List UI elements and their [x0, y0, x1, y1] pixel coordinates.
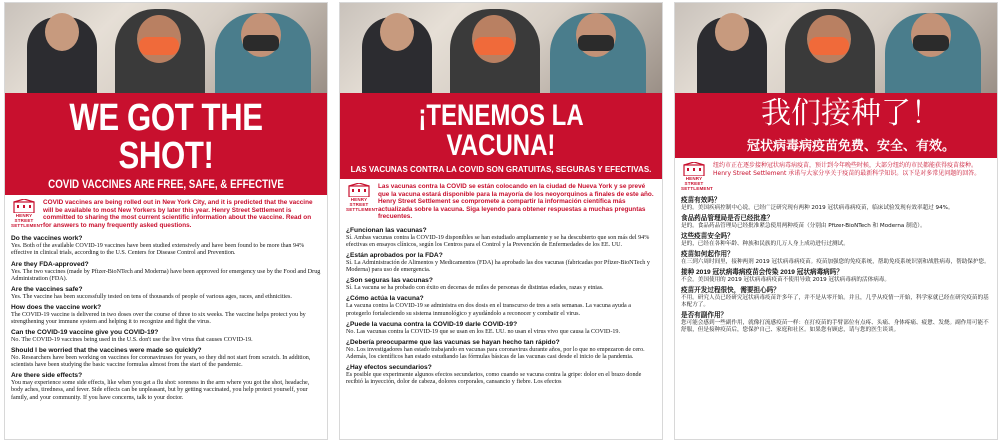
faq-question: ¿Son seguras las vacunas?: [346, 277, 433, 285]
faq-answer: La vacuna contra la COVID-19 se administra en dos dosis en el transcurso de tres a seis semanas. La vacuna ayuda a protegerlo fortaleciendo su sistema inmunológico y ayudándolo a reconocer y combatir el virus.: [346, 303, 631, 317]
faq-question: Can the COVID-19 vaccine give you COVID-19?: [11, 329, 159, 337]
faq-answer: No. Researchers have been working on vaccines for coronaviruses for years, so they did not start from scratch. In addition, scientists have been studying the basic vaccine formulas almost from the start of the pandemic.: [11, 355, 311, 369]
faq-list: [675, 197, 997, 334]
faq-question: 食品药品管理局是否已经批准？: [681, 215, 774, 222]
faq-answer: 是的。食品药品管理局已经批准紧急使用两种疫苗（分别由 Pfizer-BioNTech 和 Moderna 制造）。: [681, 223, 926, 229]
hero-photo: [5, 3, 327, 93]
faq-question: Do the vaccines work?: [11, 235, 83, 243]
subhead: LAS VACUNAS CONTRA LA COVID SON GRATUITAS, SEGURAS Y EFECTIVAS.: [350, 165, 652, 174]
faq-answer: No. Los investigadores han estado trabajando en vacunas para coronavirus durante años, por lo que no empezaron de cero. Además, los científicos han estado estudiando las fórmulas básicas de las vacunas casi desde el inicio de la pandemia.: [346, 346, 645, 360]
headline: 我们接种了！: [761, 96, 941, 131]
henry-street-logo: HENRY STREET SETTLEMENT: [11, 199, 37, 228]
faq-answer: The COVID-19 vaccine is delivered in two doses over the course of three to six weeks. The vaccine helps protect you by strengthening your immune system and helping it to recognize and fight the virus.: [11, 311, 306, 325]
faq-answer: No. The COVID-19 vaccines being used in the U.S. don't use the live virus that causes COVID-19.: [11, 337, 253, 344]
faq-answer: No. Las vacunas contra la COVID-19 que se usan en los EE. UU. no usan el virus vivo que causa la COVID-19.: [346, 328, 620, 335]
faq-answer: 不用。研究人员已经研究冠状病毒疫苗许多年了，并不是从零开始。并且，几乎从疫情一开始，科学家就已经在研究疫苗的基本配方了。: [681, 295, 989, 308]
faq-answer: 在三到六周时间里，接种两剂 2019 冠状病毒病疫苗。疫苗加强您的免疫系统，帮助免疫系统识别和战胜病毒，帮助保护您。: [681, 259, 990, 265]
faq-question: 疫苗有效吗？: [681, 197, 721, 204]
faq-question: How does the vaccine work?: [11, 303, 102, 311]
faq-answer: 是的，已经在各种年龄、种族和民族的几万人身上成功进行过测试。: [681, 241, 849, 247]
faq-answer: Sí. Ambas vacunas contra la COVID-19 disponibles se han estudiado ampliamente y se ha descubierto que son más del 94% efectivas en ensayos clínicos, según los Centros para el Control y la Prevención de Enfermedades de los EE. UU.: [346, 234, 650, 249]
faq-answer: 不会。美国使用的 2019 冠状病毒病疫苗不使用导致 2019 冠状病毒病的活体病毒。: [681, 277, 890, 283]
faq-answer: 您可能会感到一些副作用，就像打流感疫苗一样：在打疫苗的手臂部位有点疼、头痛、身体疼痛、疲惫、发烧。副作用可能不舒服，但是接种疫苗后，您保护自己、家庭和社区。如果您有顾虑，请与您的医生谈谈。: [681, 320, 989, 333]
flyer-english: [4, 2, 328, 440]
faq-question: ¿Debería preocuparme que las vacunas se hayan hecho tan rápido?: [346, 338, 560, 346]
faq-question: 是否有副作用？: [681, 312, 728, 319]
subhead: 冠状病毒病疫苗免费、安全、有效。: [746, 138, 955, 153]
headline-banner: [675, 93, 997, 158]
flyer-spanish: [339, 2, 663, 440]
faq-question: 这些疫苗安全吗？: [681, 233, 734, 240]
faq-question: ¿Están aprobados por la FDA?: [346, 252, 443, 260]
faq-question: ¿Cómo actúa la vacuna?: [346, 295, 424, 303]
faq-answer: You may experience some side effects, like when you get a flu shot: soreness in the arm where you got the shot, headache, body aches, tiredness, and fever. Side effects can be unpleasant, but by getting vaccinated, you help protect yourself, your family, and your community. If you have concerns, talk to your doctor.: [11, 380, 310, 401]
faq-question: 疫苗如何起作用？: [681, 251, 734, 258]
faq-answer: Yes. The vaccine has been successfully tested on tens of thousands of people of various ages, races, and ethnicities.: [11, 293, 292, 300]
faq-answer: Yes. Both of the available COVID-19 vaccines have been studied extensively and have been found to be more than 94% effective in clinical trials, according to the U.S. Centers for Disease Control and Prevention.: [11, 243, 305, 257]
faq-question: Are there side effects?: [11, 372, 83, 380]
flyer-chinese: [674, 2, 998, 440]
faq-question: Are the vaccines safe?: [11, 285, 83, 293]
faq-answer: Es posible que experimente algunos efectos secundarios, como cuando se vacuna contra la gripe: dolor en el brazo donde recibió la inyección, dolor de cabeza, dolores corporales, cansancio y fiebre. Los efectos: [346, 371, 642, 385]
faq-answer: Sí. La Administración de Alimentos y Medicamentos (FDA) ha aprobado las dos vacunas (fabricadas por Pfizer-BioNTech y Moderna) para uso de emergencia.: [346, 260, 650, 274]
intro-text: 纽约市正在逐步接种冠状病毒病疫苗，预计到今年晚些时候，大部分纽约的市民都能获得疫苗接种。Henry Street Settlement 承诺与大家分享关于疫苗的最新科学知识。以下是对多常见问题的回答。: [713, 162, 981, 177]
faq-question: Are they FDA-approved?: [11, 260, 89, 268]
hero-photo: [675, 3, 997, 93]
faq-answer: Sí. La vacuna se ha probado con éxito en decenas de miles de personas de distintas edades, razas y etnias.: [346, 285, 604, 292]
henry-street-logo: HENRY STREET SETTLEMENT: [681, 162, 707, 191]
intro-text: Las vacunas contra la COVID se están colocando en la ciudad de Nueva York y se prevé que la vacuna estará disponible para la mayoría de los neoyorquinos a finales de este año. Henry Street Settlement se compromete a compartir la información científica más actualizada sobre la vacuna. Siga leyendo para obtener respuestas a muchas preguntas frecuentes.: [378, 183, 654, 221]
henry-street-logo: HENRY STREET SETTLEMENT: [346, 183, 372, 212]
faq-question: ¿Hay efectos secundarios?: [346, 363, 432, 371]
faq-answer: 是的。美国疾病控制中心说，已经广泛研究现有两种 2019 冠状病毒病疫苗，临床试验发现有效率超过 94%。: [681, 205, 954, 211]
faq-question: 疫苗开发过程很快，需要担心吗？: [681, 287, 780, 294]
faq-answer: Yes. The two vaccines (made by Pfizer-BioNTech and Moderna) have been approved for emergency use by the Food and Drug Administration (FDA).: [11, 268, 321, 282]
subhead: COVID VACCINES ARE FREE, SAFE, & EFFECTIVE: [48, 179, 284, 191]
faq-list: [340, 227, 662, 386]
faq-question: Should I be worried that the vaccines were made so quickly?: [11, 347, 202, 355]
faq-list: [5, 235, 327, 401]
headline: WE GOT THE SHOT!: [69, 97, 263, 177]
headline-banner: [340, 93, 662, 179]
faq-question: 接种 2019 冠状病毒病疫苗会传染 2019 冠状病毒病吗？: [681, 269, 843, 276]
faq-question: ¿Puede la vacuna contra la COVID-19 darle COVID-19?: [346, 320, 518, 328]
headline-banner: [5, 93, 327, 195]
hero-photo: [340, 3, 662, 93]
headline: ¡TENEMOS LA VACUNA!: [418, 99, 584, 162]
intro-text: COVID vaccines are being rolled out in New York City, and it is predicted that the vaccine will be available to most New Yorkers by later this year. Henry Street Settlement is committed to sharing the most current scientific information about the vaccine. Read on for answers to many frequently asked questions.: [43, 199, 313, 229]
faq-question: ¿Funcionan las vacunas?: [346, 226, 427, 234]
